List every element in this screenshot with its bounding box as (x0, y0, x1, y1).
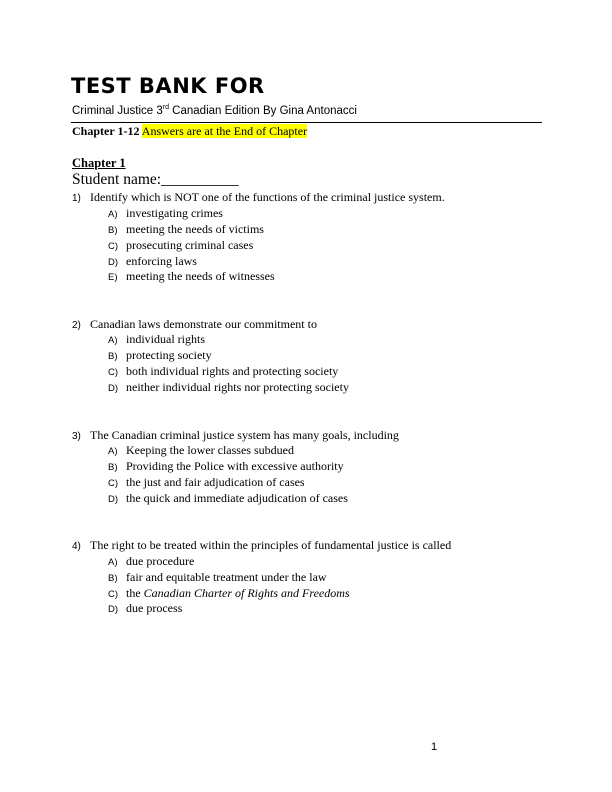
option (108, 459, 344, 474)
option-text: Providing the Police with excessive authority (126, 459, 344, 473)
option-text: both individual rights and protecting society (126, 364, 339, 378)
option-letter: D) (108, 383, 119, 394)
option-text: enforcing laws (126, 254, 197, 268)
option-letter: B) (108, 573, 118, 584)
option-letter: B) (108, 462, 118, 473)
question-number: 4) (72, 541, 81, 552)
option-letter: A) (108, 335, 118, 346)
option-text: meeting the needs of witnesses (126, 269, 275, 283)
question-text: Identify which is NOT one of the functions of the criminal justice system. (90, 190, 445, 204)
option-text: the quick and immediate adjudication of cases (126, 491, 348, 505)
option-letter: D) (108, 494, 119, 505)
option-letter: C) (108, 478, 119, 489)
option-letter: C) (108, 241, 119, 252)
option-text: due process (126, 601, 183, 615)
option (108, 570, 327, 585)
option (108, 269, 275, 284)
option-text: protecting society (126, 348, 212, 362)
option-text: investigating crimes (126, 206, 223, 220)
option (108, 491, 348, 506)
chapter-heading: Chapter 1 (72, 156, 126, 170)
option (108, 554, 194, 569)
question-2 (72, 317, 317, 332)
question-text: Canadian laws demonstrate our commitment to (90, 317, 317, 331)
question-3 (72, 428, 399, 443)
book-subtitle (72, 105, 357, 117)
option-letter: B) (108, 225, 118, 236)
subtitle-text: Criminal Justice 3 (72, 105, 163, 117)
option (108, 222, 264, 237)
option (108, 332, 205, 347)
header-rule (71, 122, 542, 123)
option-letter: C) (108, 589, 119, 600)
question-text: The right to be treated within the principles of fundamental justice is called (90, 538, 452, 552)
option (108, 601, 182, 616)
page-number: 1 (431, 741, 438, 753)
option (108, 475, 305, 490)
option-text: meeting the needs of victims (126, 222, 264, 236)
student-name-field: Student name:__________ (72, 171, 239, 188)
question-text: The Canadian criminal justice system has many goals, including (90, 428, 399, 442)
option (108, 586, 350, 601)
option-italic-title: Canadian Charter of Rights and Freedoms (143, 586, 350, 600)
option (108, 348, 212, 363)
option-letter: A) (108, 446, 118, 457)
option-text: the just and fair adjudication of cases (126, 475, 305, 489)
question-4 (72, 538, 451, 553)
edition-superscript: rd (162, 104, 169, 112)
option-letter: D) (108, 257, 119, 268)
option-text: prosecuting criminal cases (126, 238, 254, 252)
option-letter: C) (108, 367, 119, 378)
option-text: individual rights (126, 332, 205, 346)
option-text: the (126, 586, 144, 600)
option (108, 443, 294, 458)
question-1 (72, 190, 445, 205)
option (108, 380, 349, 395)
option-text: fair and equitable treatment under the law (126, 570, 327, 584)
question-number: 3) (72, 431, 81, 442)
answers-note-highlight: Answers are at the End of Chapter (141, 124, 308, 138)
option-letter: B) (108, 351, 118, 362)
question-number: 2) (72, 320, 81, 331)
option-letter: A) (108, 209, 118, 220)
option (108, 254, 197, 269)
document-title: TEST BANK FOR (71, 74, 265, 98)
question-number: 1) (72, 193, 81, 204)
chapter-range-line (72, 124, 307, 139)
option-letter: A) (108, 557, 118, 568)
option-text: due procedure (126, 554, 195, 568)
chapter-range: Chapter 1-12 (72, 124, 140, 138)
option-letter: E) (108, 272, 118, 283)
subtitle-text-rest: Canadian Edition By Gina Antonacci (168, 105, 357, 117)
option-text: neither individual rights nor protecting society (126, 380, 349, 394)
option (108, 364, 338, 379)
option-letter: D) (108, 604, 119, 615)
option (108, 206, 223, 221)
option-text: Keeping the lower classes subdued (126, 443, 294, 457)
option (108, 238, 253, 253)
